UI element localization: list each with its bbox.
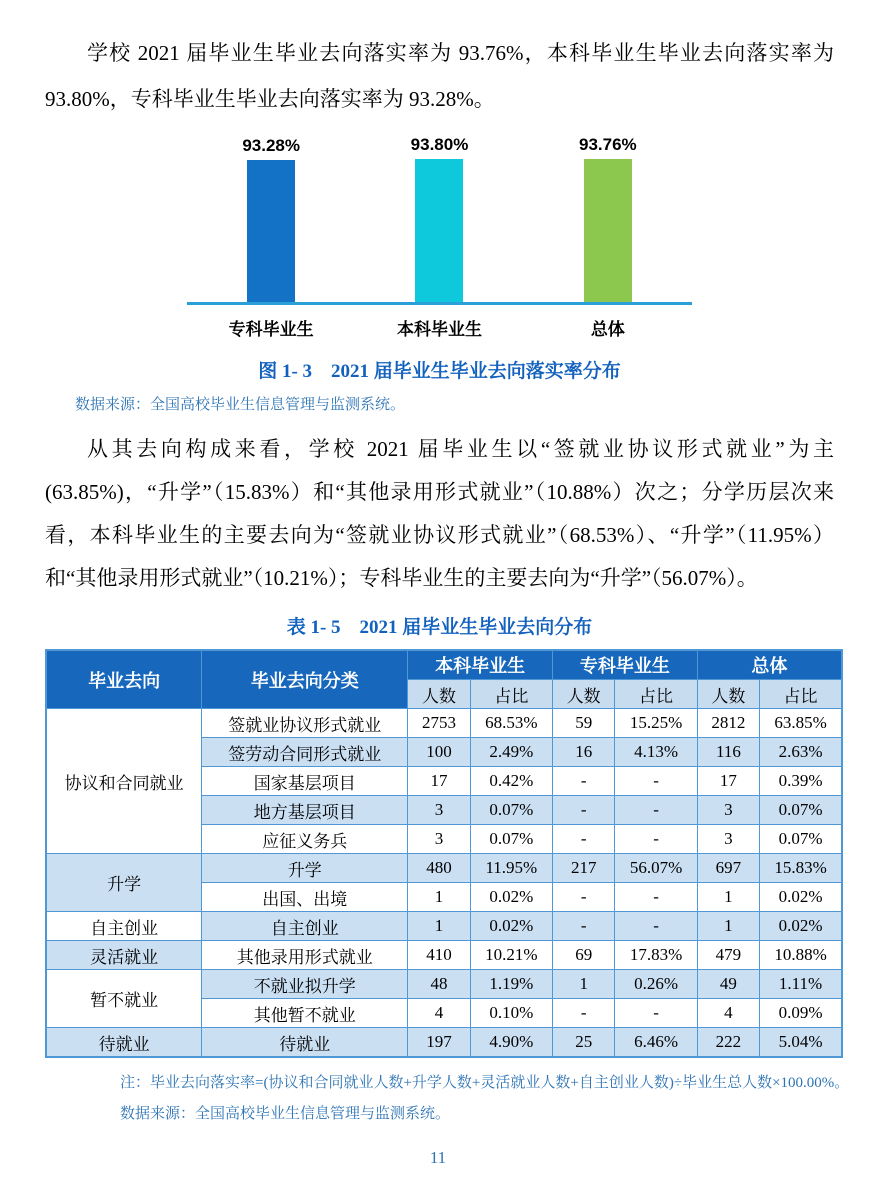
count-cell: 3 [697,796,759,825]
count-cell: 217 [553,854,615,883]
bar-value-label: 93.76% [578,135,637,154]
analysis-paragraph: 从其去向构成来看，学校 2021 届毕业生以“签就业协议形式就业”为主(63.85%)，“升学”（15.83%）和“其他录用形式就业”（10.88%）次之；分学历层次来看，本科毕业生的主要去向为“签就业协议形式就业”（68.53%）、“升学”（11.95%）和“其他录用形式就业”（10.21%）；专科毕业生的主要去向为“升学”（56.07%）。 [45,437,834,590]
category-cell: 待就业 [202,1028,408,1058]
bar-undergrad [415,159,463,302]
header-college: 专科毕业生 [553,650,698,680]
count-cell: 17 [697,767,759,796]
ratio-cell: 4.90% [470,1028,552,1058]
ratio-cell: 11.95% [470,854,552,883]
ratio-cell: 0.02% [470,883,552,912]
ratio-cell: 1.19% [470,970,552,999]
count-cell: 25 [553,1028,615,1058]
count-cell: 1 [553,970,615,999]
count-cell: 197 [408,1028,470,1058]
ratio-cell: - [615,825,697,854]
category-cell: 地方基层项目 [202,796,408,825]
ratio-cell: 0.07% [470,796,552,825]
x-axis-label: 专科毕业生 [228,320,314,339]
ratio-cell: 0.26% [615,970,697,999]
ratio-cell: 10.21% [470,941,552,970]
count-cell: - [553,796,615,825]
ratio-cell: 0.39% [760,767,842,796]
ratio-cell: 0.02% [760,883,842,912]
chart-x-axis-labels [187,315,692,340]
subheader-count: 人数 [408,680,470,709]
count-cell: 16 [553,738,615,767]
ratio-cell: 0.07% [760,796,842,825]
count-cell: 3 [697,825,759,854]
ratio-cell: 0.07% [470,825,552,854]
count-cell: 1 [408,883,470,912]
count-cell: - [553,999,615,1028]
count-cell: 479 [697,941,759,970]
ratio-cell: - [615,883,697,912]
count-cell: 4 [697,999,759,1028]
bar-group-undergrad [355,132,523,302]
subheader-ratio: 占比 [615,680,697,709]
ratio-cell: 4.13% [615,738,697,767]
x-axis-label: 本科毕业生 [396,320,482,339]
subheader-count: 人数 [697,680,759,709]
bar-chart [187,132,692,340]
ratio-cell: 0.02% [470,912,552,941]
table-caption: 表 1- 5 2021 届毕业生毕业去向分布 [286,617,593,638]
group-cell: 暂不就业 [46,970,202,1028]
count-cell: 59 [553,709,615,738]
bar-total [584,159,632,302]
destination-table [45,649,843,1058]
count-cell: 222 [697,1028,759,1058]
subheader-ratio: 占比 [470,680,552,709]
figure-source: 数据来源：全国高校毕业生信息管理与监测系统。 [75,397,406,413]
ratio-cell: 0.07% [760,825,842,854]
subheader-count: 人数 [553,680,615,709]
category-cell: 其他暂不就业 [202,999,408,1028]
header-category: 毕业去向分类 [202,650,408,709]
ratio-cell: - [615,796,697,825]
count-cell: 1 [408,912,470,941]
ratio-cell: 17.83% [615,941,697,970]
chart-plot-area [187,132,692,305]
bar-value-label: 93.80% [410,135,469,154]
ratio-cell: - [615,912,697,941]
intro-paragraph: 学校 2021 届毕业生毕业去向落实率为 93.76%，本科毕业生毕业去向落实率为 93.80%，专科毕业生毕业去向落实率为 93.28%。 [45,41,834,111]
count-cell: 697 [697,854,759,883]
count-cell: 1 [697,912,759,941]
category-cell: 出国、出境 [202,883,408,912]
count-cell: 2812 [697,709,759,738]
count-cell: 100 [408,738,470,767]
group-cell: 协议和合同就业 [46,709,202,854]
count-cell: 3 [408,796,470,825]
table-note: 注：毕业去向落实率=(协议和合同就业人数+升学人数+灵活就业人数+自主创业人数)÷毕业生总人数×100.00%。 [120,1075,850,1091]
ratio-cell: 56.07% [615,854,697,883]
category-cell: 应征义务兵 [202,825,408,854]
ratio-cell: 15.25% [615,709,697,738]
count-cell: - [553,883,615,912]
table-row [46,912,842,941]
category-cell: 签就业协议形式就业 [202,709,408,738]
page-number: 11 [429,1148,447,1167]
count-cell: 480 [408,854,470,883]
count-cell: 4 [408,999,470,1028]
ratio-cell: 6.46% [615,1028,697,1058]
category-cell: 升学 [202,854,408,883]
ratio-cell: 63.85% [760,709,842,738]
table-header-row-1 [46,650,842,680]
category-cell: 国家基层项目 [202,767,408,796]
bar-college [247,160,295,302]
ratio-cell: 1.11% [760,970,842,999]
count-cell: 1 [697,883,759,912]
category-cell: 其他录用形式就业 [202,941,408,970]
count-cell: 49 [697,970,759,999]
ratio-cell: 0.10% [470,999,552,1028]
table-row [46,1028,842,1058]
category-cell: 签劳动合同形式就业 [202,738,408,767]
group-cell: 灵活就业 [46,941,202,970]
table-row [46,941,842,970]
count-cell: 69 [553,941,615,970]
count-cell: - [553,825,615,854]
header-undergrad: 本科毕业生 [408,650,553,680]
ratio-cell: 0.42% [470,767,552,796]
subheader-ratio: 占比 [760,680,842,709]
count-cell: - [553,767,615,796]
ratio-cell: - [615,767,697,796]
ratio-cell: 2.63% [760,738,842,767]
table-row [46,854,842,883]
header-destination: 毕业去向 [46,650,202,709]
table-row [46,970,842,999]
category-cell: 不就业拟升学 [202,970,408,999]
table-row [46,709,842,738]
count-cell: - [553,912,615,941]
ratio-cell: 0.02% [760,912,842,941]
bar-group-college [187,132,355,302]
group-cell: 升学 [46,854,202,912]
bar-group-total [524,132,692,302]
bar-value-label: 93.28% [242,136,300,155]
count-cell: 3 [408,825,470,854]
ratio-cell: 15.83% [760,854,842,883]
ratio-cell: 2.49% [470,738,552,767]
table-source: 数据来源：全国高校毕业生信息管理与监测系统。 [120,1106,451,1122]
count-cell: 2753 [408,709,470,738]
ratio-cell: 10.88% [760,941,842,970]
ratio-cell: 68.53% [470,709,552,738]
header-total: 总体 [697,650,842,680]
group-cell: 待就业 [46,1028,202,1058]
count-cell: 48 [408,970,470,999]
ratio-cell: 0.09% [760,999,842,1028]
x-axis-label: 总体 [590,320,625,339]
ratio-cell: - [615,999,697,1028]
ratio-cell: 5.04% [760,1028,842,1058]
group-cell: 自主创业 [46,912,202,941]
count-cell: 410 [408,941,470,970]
category-cell: 自主创业 [202,912,408,941]
count-cell: 17 [408,767,470,796]
figure-caption: 图 1- 3 2021 届毕业生毕业去向落实率分布 [258,361,621,382]
count-cell: 116 [697,738,759,767]
